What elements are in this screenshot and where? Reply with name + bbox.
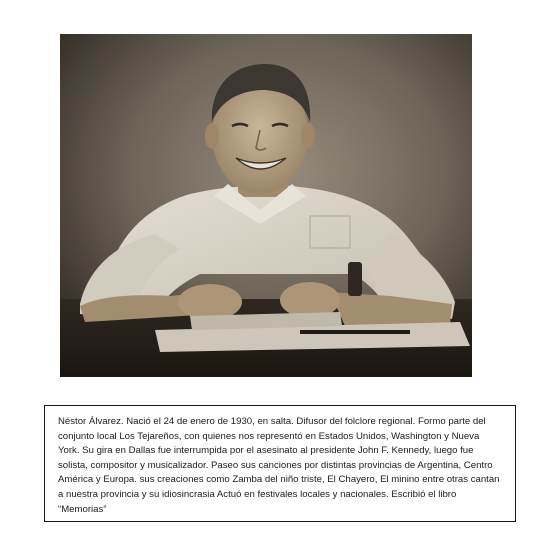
caption-box: [44, 405, 516, 522]
portrait-photo-icon: [60, 34, 472, 377]
portrait-photo: [60, 34, 472, 377]
caption-text: Néstor Álvarez. Nació el 24 de enero de 1930, en salta. Difusor del folclore regional. Formo parte del conjunto local Los Tejareños, con quienes nos representó en Estados Unidos, Washington y Nueva York. Su gira en Dallas fue interrumpida por el asesinato al presidente John F. Kennedy, luego fue solista, compositor y musicalizador. Paseo sus canciones por distintas provincias de Argentina, Centro América y Europa. sus creaciones como Zamba del niño triste, El Chayero, El minino entre otras cantan a nuestra provincia y su idiosincrasia Actuó en festivales locales y nacionales. Escribió el libro “Memorias”: [58, 416, 500, 515]
